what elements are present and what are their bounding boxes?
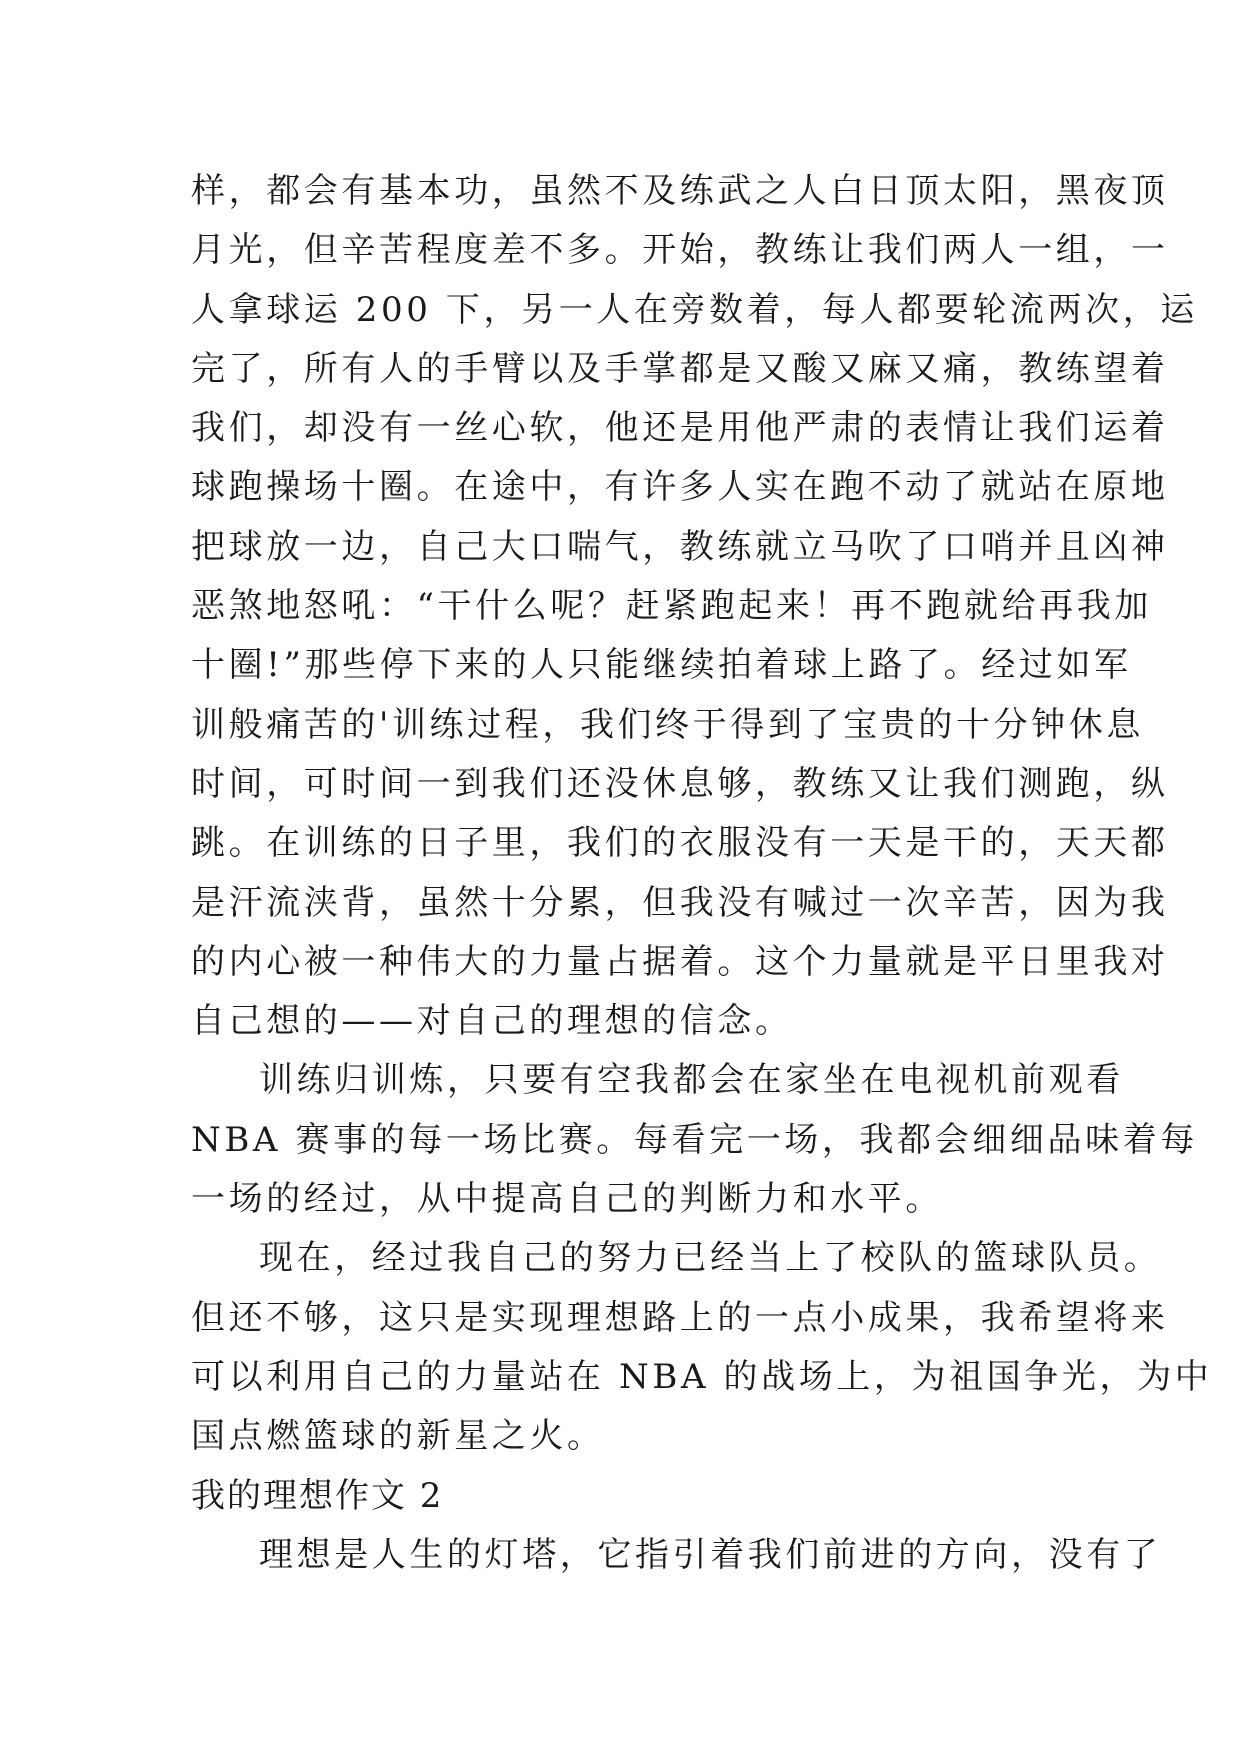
text-line: 可以利用自己的力量站在 NBA 的战场上，为祖国争光，为中 (191, 1356, 1213, 1397)
text-line: 但还不够，这只是实现理想路上的一点小成果，我希望将来 (191, 1297, 1169, 1338)
document-body (191, 162, 1213, 1585)
text-line: 跳。在训练的日子里，我们的衣服没有一天是干的，天天都 (191, 823, 1169, 864)
text-line: 现在，经过我自己的努力已经当上了校队的篮球队员。 (259, 1238, 1162, 1279)
text-line: 自己想的——对自己的理想的信念。 (191, 1001, 793, 1042)
text-line: 训练归训炼，只要有空我都会在家坐在电视机前观看 (259, 1060, 1124, 1101)
text-line: 国点燃篮球的新星之火。 (191, 1416, 605, 1457)
text-line: NBA 赛事的每一场比赛。每看完一场，我都会细细品味着每 (191, 1119, 1198, 1160)
text-line: 人拿球运 200 下，另一人在旁数着，每人都要轮流两次，运 (191, 289, 1198, 330)
section-heading: 我的理想作文 2 (191, 1475, 444, 1516)
text-line: 一场的经过，从中提高自己的判断力和水平。 (191, 1179, 943, 1220)
text-line: 时间，可时间一到我们还没休息够，教练又让我们测跑，纵 (191, 763, 1169, 804)
text-line: 把球放一边，自己大口喘气，教练就立马吹了口哨并且凶神 (191, 526, 1169, 567)
text-line: 我们，却没有一丝心软，他还是用他严肃的表情让我们运着 (191, 408, 1169, 449)
text-line: 样，都会有基本功，虽然不及练武之人白日顶太阳，黑夜顶 (191, 171, 1169, 211)
text-line: 训般痛苦的'训练过程，我们终于得到了宝贵的十分钟休息 (191, 704, 1144, 745)
text-line: 球跑操场十圈。在途中，有许多人实在跑不动了就站在原地 (191, 467, 1169, 508)
text-line: 是汗流浃背，虽然十分累，但我没有喊过一次辛苦，因为我 (191, 882, 1169, 923)
text-line: 的内心被一种伟大的力量占据着。这个力量就是平日里我对 (191, 941, 1169, 982)
text-line: 十圈!”那些停下来的人只能继续拍着球上路了。经过如军 (191, 645, 1132, 686)
text-line: 完了，所有人的手臂以及手掌都是又酸又麻又痛，教练望着 (191, 348, 1169, 389)
text-line: 恶煞地怒吼：“干什么呢？赶紧跑起来！再不跑就给再我加 (191, 586, 1152, 627)
text-line: 理想是人生的灯塔，它指引着我们前进的方向，没有了 (259, 1534, 1162, 1575)
text-line: 月光，但辛苦程度差不多。开始，教练让我们两人一组，一 (191, 230, 1169, 271)
